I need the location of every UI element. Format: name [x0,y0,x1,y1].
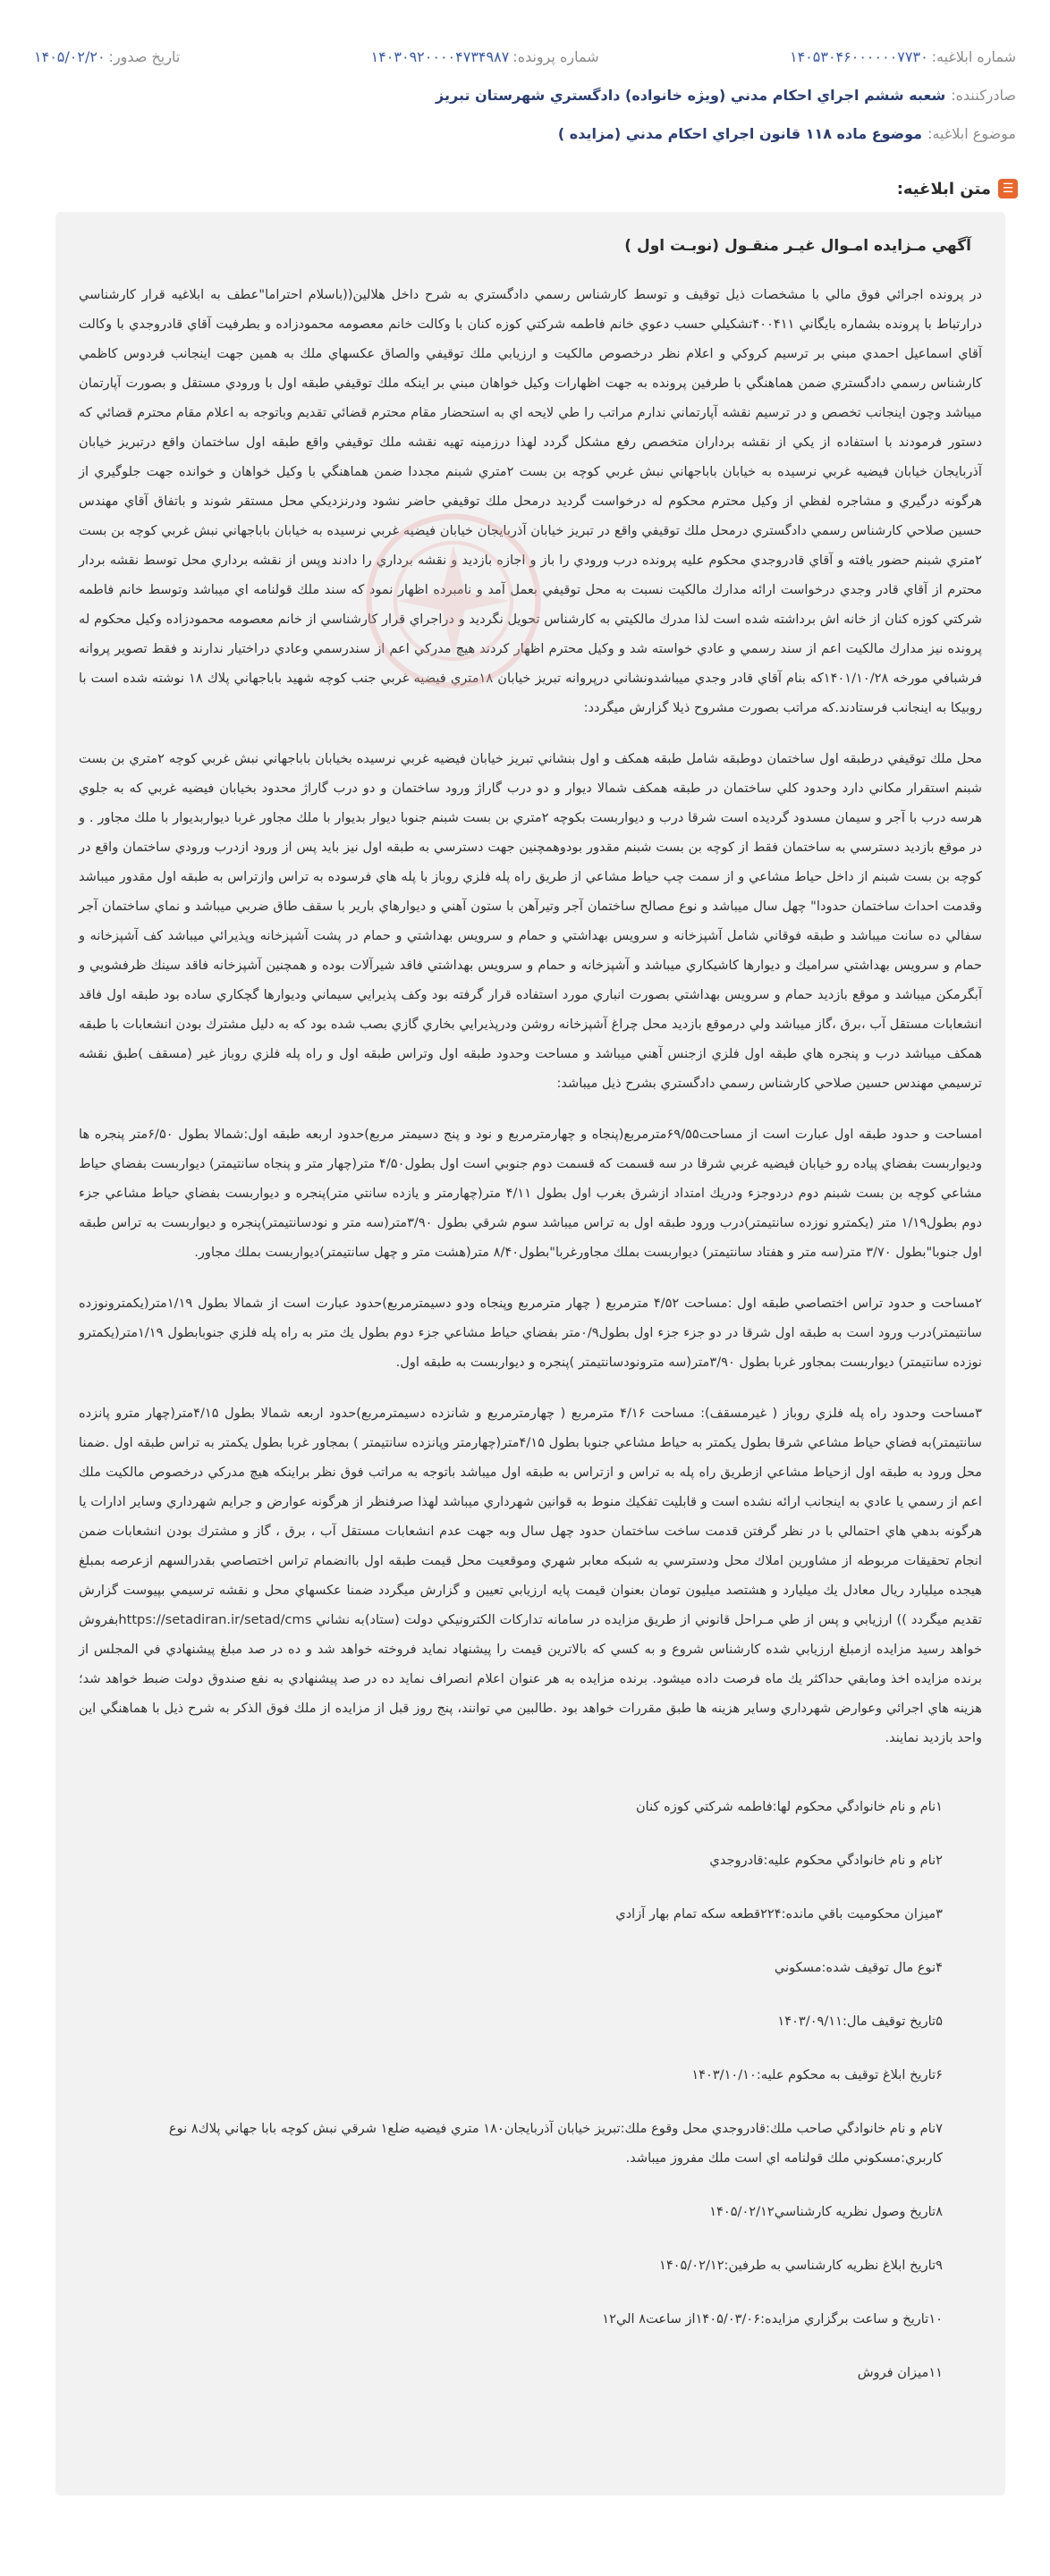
case-number [371,46,599,68]
issuer-label: صادرکننده: [951,87,1016,104]
subject-value: موضوع ماده ۱۱۸ قانون اجراي احكام مدني (مزايده ) [557,125,923,142]
list-item: ۳ميزان محكوميت باقي مانده:۲۲۴قطعه سكه تمام بهار آزادي [615,1906,943,1921]
section-title [897,179,1018,198]
list-item: ۱۰تاريخ و ساعت برگزاري مزايده:۱۴۰۵/۰۳/۰۶از ساعت۸ الي۱۲ [602,2311,943,2327]
body-paragraph: ۳مساحت وحدود راه پله فلزي روباز ( غيرمسقف): مساحت ۴/۱۶ مترمربع ( چهارمترمربع و شانزده دسيمترمربع)حدود اربعه شمالا بطول ۴/۱۵متر(چهار مترو پانزده سانتيمتر)به فضاي حياط مشاعي شرقا بطول يكمتر به حياط مشاعي جنوبا بطول ۴/۱۵متر(چهارمتر وپانزده سانتيمتر ) بمجاور غربا بطول يكمتر به تراس طبقه اول .ضمنا محل ورود به طبقه اول ازحياط مشاعي ازطريق راه پله به تراس و ازتراس به طبقه اول ميباشد باتوجه به مراتب فوق نظر براينكه هيچ مدركي درخصوص مالكيت ملك اعم از رسمي يا عادي به اينجانب ارائه نشده است و قابليت تفكيك منوط به قوانين شهرداري ميباشد لهذا صرفنظر از هرگونه عوارض و جرايم شهرداري وساير ادارات يا هرگونه بدهي هاي احتمالي با در نظر گرفتن قدمت ساخت ساختمان حدود چهل سال وبه جهت عدم انشعابات مستقل آب ، برق ، گاز و مشترك بودن انشعابات ضمن انجام تحقيقات مربوطه از مشاورين املاك محل ودسترسي به شبكه معابر شهري وموقعيت محل قيمت طبقه اول باانضمام تراس اختصاصي بقدرالسهم ازعرصه بمبلغ هيجده ميليارد ريال معادل يك ميليارد و هشتصد ميليون تومان بعنوان قيمت پايه ارزيابي تعيين و گزارش ميگردد ضمنا عكسهاي محل و نقشه ترسيمي بپيوست گزارش تقديم ميگردد )) ارزيابي و پس از طي مـراحل قانوني از طريق مزايده در سامانه تداركات الكترونيكي دولت (ستاد)به نشاني https://setadiran.ir/setad/cmsبفروش خواهد رسيد مزايده ازمبلغ ارزيابي شده كارشناس شروع و به كسي كه بالاترين قيمت را پيشنهاد نمايد فروخته خواهد شد و ده در صد مبلغ پيشنهادي في المجلس از برنده مزايده اخذ ومابقي حداكثر يك ماه فرصت داده ميشود. برنده مزايده به هر عنوان اعلام انصراف نمايد ده در صد پيشنهادي به نفع صندوق دولت ضبط خواهد شد؛ هزينه هاي اجرائي وعوارض شهرداري وساير هزينه ها طبق مقررات خواهد بود .طالبين مي توانند، پنج روز قبل از مزايده از ملك فوق الذكر به شرح ذيل با هماهنگي اين واحد بازديد نمايند. [79,1406,982,1745]
case-number-label: شماره پرونده: [512,48,599,65]
subject-row [34,123,1016,145]
list-item: ۴نوع مال توقيف شده:مسكوني [774,1960,943,1975]
auction-details-list [79,1792,982,2387]
notice-meta-row [34,46,1016,68]
issue-date-label: تاريخ صدور: [108,48,181,65]
list-item: ۹تاريخ ابلاغ نظريه كارشناسي به طرفين:۱۴۰۵/۰۲/۱۲ [659,2258,943,2273]
notice-heading: آگهي مـزايده امـوال غيـر منقـول (نوبـت اول ) [624,237,971,255]
subject-label: موضوع ابلاغیه: [927,125,1016,142]
list-item: ۵تاريخ توقيف مال:۱۴۰۳/۰۹/۱۱ [777,2014,943,2029]
issuer-value: شعبه ششم اجراي احكام مدني (ويژه خانواده) دادگستري شهرستان تبريز [436,87,946,104]
notice-number-label: شماره ابلاغيه: [931,48,1016,65]
notice-number-value: ۱۴۰۵۳۰۴۶۰۰۰۰۰۰۷۷۳۰ [789,48,928,65]
list-item: ۱نام و نام خانوادگي محكوم لها:فاطمه شركتي كوزه كنان [635,1799,943,1814]
document-icon: ☰ [998,179,1018,198]
list-item: ۸تاريخ وصول نظريه كارشناسي۱۴۰۵/۰۲/۱۲ [709,2204,943,2219]
body-paragraph: ۲مساحت و حدود تراس اختصاصي طبقه اول :مساحت ۴/۵۲ مترمربع ( چهار مترمربع وپنجاه ودو دسيمترمربع)حدود عبارت است از شمالا بطول ۱/۱۹متر(يكمترونوزده سانتيمتر)درب ورود است به طبقه اول شرقا در دو جزء جزء اول بطول۰/۹متر بفضاي حياط مشاعي جزء دوم بطول يك متر به راه پله فلزي جنوبابطول ۱/۱۹متر(يكمترو نوزده سانتيمتر) ديواربست بمجاور غربا بطول ۳/۹۰متر(سه مترونودسانتيمتر )پنجره و ديواربست به طبقه اول. [79,1296,983,1370]
body-paragraph: امساحت و حدود طبقه اول عبارت است از مساحت۶۹/۵۵مترمربع(پنجاه و چهارمترمربع و نود و پنج دسيمتر مربع)حدود اربعه طبقه اول:شمالا بطول ۶/۵۰متر پنجره ها وديواربست بفضاي پياده رو خيابان فيضيه غربي شرقا در سه قسمت كه قسمت دوم جنوبي است اول بطول۴/۵۰ متر(چهار متر و پنجاه سانتيمتر) ديواربست بفضاي حياط مشاعي كوچه بن بست شبنم دوم دردوجزء ودريك امتداد ازشرق بغرب اول بطول ۴/۱۱ متر(چهارمتر و يازده سانتي متر)پنجره و ديواربست بفضاي حياط مشاعي جزء دوم بطول۱/۱۹ متر (يكمترو نوزده سانتيمتر)درب ورود طبقه اول به تراس ميباشد سوم شرقي بطول ۳/۹۰متر(سه متر و نودسانتيمتر)پنجره و ديواربست به تراس طبقه اول جنوبا"بطول ۳/۷۰ متر(سه متر و هفتاد سانتيمتر) ديواربست بملك مجاورغربا"بطول۸/۴۰ متر(هشت متر و چهل سانتيمتر)ديواربست بملك مجاور. [79,1127,983,1260]
body-paragraph: محل ملك توقيفي درطبقه اول ساختمان دوطبقه شامل طبقه همكف و اول بنشاني تبريز خيابان فيضيه غربي نرسيده بخيابان باباجهاني نبش غربي كوچه ۲متري بن بست شبنم استقرار مكاني دارد وحدود كلي ساختمان در طبقه همكف شمالا ديوار و دو درب گاراژ ورود ساختمان و دو درب گاراژ محدود بخيابان فيضيه غربي كه به جلوي هرسه درب با آجر و سيمان مسدود گرديده است شرقا درب و ديواربست بكوچه ۲متري بن بست شبنم جنوبا ديوار بديوار با ملك مجاور غربا ديواربديوار با ملك مجاور . و در موقع بازديد دسترسي به ساختمان فقط از كوچه بن بست شبنم مقدور بودوهمچنين جهت دسترسي به طبقه اول نيز بايد پس از ورود ازدرب ورودي ساختمان واقع در كوچه بن بست شبنم از داخل حياط مشاعي و از سمت چپ حياط مشاعي از طريق راه پله فلزي روباز با پله هاي فرسوده به تراس وازتراس به طبقه اول مقدور ميباشد وقدمت احداث ساختمان حدودا" چهل سال ميباشد و نوع مصالح ساختمان آجر وتيرآهن با ستون آهني و ديوارهاي بارير با سقف طاق ضربي ميباشد و نماي ساختمان آجر سفالي ده سانت ميباشد و طبقه فوقاني شامل آشپزخانه و سرويس بهداشتي و حمام و سرويس بهداشتي و حمام در پشت آشپزخانه وپذيرائي ميباشد كف آشپزخانه و حمام و سرويس بهداشتي سراميك و ديوارها كاشيكاري ميباشد و آشپزخانه و حمام و سرويس بهداشتي فاقد شيرآلات بوده و همچنين آشپزخانه فاقد سينك ظرفشويي و آبگرمكن ميباشد و موقع بازديد حمام و سرويس بهداشتي بصورت انباري مورد استفاده قرار گرفته بود وكف پذيرايي سيماني وديوارها گچكاري ساده بود طبقه اول فاقد انشعابات مستقل آب ،برق ،گاز ميباشد ولي درموقع بازديد محل چراغ آشپزخانه روشن ودرپذيرايي بخاري گازي بصب شده بود كه به دليل مشترك بودن انشعابات با طبقه همكف ميباشد درب و پنجره هاي طبقه اول فلزي ازجنس آهني ميباشد و مساحت وحدود طبقه اول وتراس طبقه اول و راه پله فلزي روباز غير (مسقف )طبق نقشه ترسيمي مهندس حسين صلاحي كارشناس رسمي دادگستري بشرح ذيل ميباشد: [79,751,983,1091]
body-paragraph: در پرونده اجرائي فوق مالي با مشخصات ذيل توقيف و توسط كارشناس رسمي دادگستري به شرح داخل هلالين((باسلام احتراما"عطف به ابلاغيه قرار كارشناسي درارتباط با پرونده بشماره بايگاني ۴۰۰۴۱۱تشكيلي حسب دعوي خانم فاطمه شركتي كوزه كنان با وكالت خانم معصومه محمودزاده و بطرفيت آقاي قادروجدي با وكالت آقاي اسماعيل احمدي مبني بر ترسيم كروكي و اعلام نظر درخصوص مالكيت و ارزيابي ملك توقيفي والصاق عكسهاي ملك به همين جهت اينجانب فردوس كاظمي كارشناس رسمي دادگستري ضمن هماهنگي با طرفين پرونده به جهت اظهارات وكيل خواهان مبني بر اينكه ملك توقيفي طبقه اول با ورودي مستقل و بصورت آپارتمان ميباشد وچون اينجانب تخصص و در ترسيم نقشه آپارتماني ندارم مراتب را طي لايحه اي به استحضار مقام محترم قضائي تقديم وباتوجه به اعلام مقام محترم قضائي كه دستور فرمودند با استفاده از يكي از نقشه برداران متخصص رفع مشكل گردد لهذا درزمينه تهيه نقشه ملك توقيفي واقع طبقه اول ساختمان واقع درتبريز خيابان آذربايجان خيابان فيضيه غربي نرسيده به خيابان باباجهاني نبش غربي كوچه بن بست ۲متري شبنم مجددا ضمن هماهنگي با وكيل خواهان و خوانده جهت جلوگيري از هرگونه درگيري و مشاجره لفظي از وكيل محترم محكوم له درخواست گرديد درمحل ملك توقيفي حاضر نشود ودرنزديكي محل مستقر شوند و باتفاق آقاي مهندس حسين صلاحي كارشناس رسمي دادگستري درمحل ملك توقيفي واقع در تبريز خيابان آذربايجان خيابان فيضيه غربي نرسيده به خيابان باباجهاني نبش غربي كوچه بن بست ۲متري شبنم حضور يافته و آقاي قادروجدي محكوم عليه پرونده درب ورودي را باز و اجازه بازديد و نقشه برداري را دادند وپس از نقشه برداري محل توسط نقشه بردار محترم از آقاي قادر وجدي درخواست ارائه مدارك مالكيت نسبت به محل توقيفي بعمل آمد و نامبرده اظهار نمود كه سند ملك قولنامه اي ميباشد وتوسط خانم فاطمه شركتي كوزه كنان از خانه اش برداشته شده است لذا مدرك مالكيتي به كارشناس تحويل نگرديد و دراجراي قرار كارشناسي از خانم معصومه محمودزاده وكيل محكوم له پرونده نيز مدارك مالكيت اعم از سند رسمي و عادي خواسته شد و وكيل محترم اظهار كردند هيچ مدركي اعم از سندرسمي وعادي دراختيار ندارند و فقط تصوير پروانه فرشبافي مورخه ۱۴۰۱/۱۰/۲۸كه بنام آقاي قادر وجدي ميباشدونشاني درپروانه تبريز خيابان ۱۸متري فيضيه غربي جنب كوچه شهيد باباجهاني پلاك ۱۸ نوشته شده است با روبيكا به اينجانب فرستادند.كه مراتب بصورت مشروح ذيلا گزارش ميگردد: [79,287,983,715]
notice-number [790,46,1016,68]
list-item: ۶تاريخ ابلاغ توقيف به محكوم عليه:۱۴۰۳/۱۰/۱۰ [691,2067,943,2082]
issuer-row [34,85,1016,106]
list-item: ۷نام و نام خانوادگي صاحب ملك:قادروجدي محل وقوع ملك:تبريز خيابان آذربايجان۱۸۰ متري فيضيه ضلع۱ شرقي نبش كوچه بابا جهاني پلاك۸ نوع كاربري:مسكوني ملك قولنامه اي است ملك مفروز ميباشد. [168,2121,943,2166]
list-item: ۲نام و نام خانوادگي محكوم عليه:قادروجدي [709,1853,943,1868]
notice-content-box [55,212,1005,2496]
issue-date-value: ۱۴۰۵/۰۲/۲۰ [34,48,106,65]
issue-date [34,46,180,68]
case-number-value: ۱۴۰۳۰۹۲۰۰۰۰۴۷۳۴۹۸۷ [370,48,510,65]
section-title-text: متن ابلاغیه: [896,179,991,198]
list-item: ۱۱ميزان فروش [857,2365,943,2380]
